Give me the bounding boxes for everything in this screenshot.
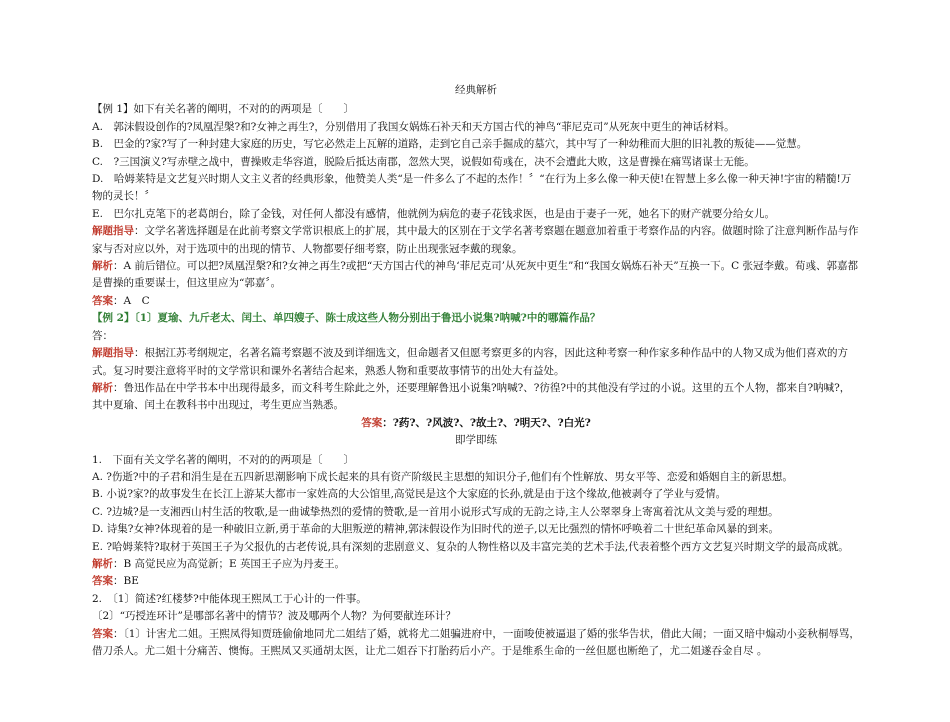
question-1-option-e: E. ?哈姆莱特?取材于英国王子为父报仇的古老传说,具有深刻的悲剧意义、复杂的人物性格以及丰富完美的艺术手法,代表着整个西方文艺复兴时期文学的最高成就。 <box>92 540 849 553</box>
answer-label: 答案 <box>361 416 383 429</box>
guide-label: 解题指导 <box>92 225 134 238</box>
example-1-guide <box>92 223 860 258</box>
section-title-classic: 经典解析 <box>455 84 497 96</box>
example-1-analysis <box>92 258 860 293</box>
question-1: 1. 下面有关文学名著的阐明，不对的的两项是〔 〕 <box>92 453 355 466</box>
answer-label: 答案 <box>92 294 113 307</box>
analysis-text: ：鲁迅作品在中学书本中出现得最多，而文科考生除此之外，还要理解鲁迅小说集?呐喊?、?彷徨?中的其他没有学过的小说。这里的五个人物，都来自?呐喊?，其中夏瑜、闰土在教科书中出现过，考生更应当熟悉。 <box>92 381 851 412</box>
example-1-option-e: E. 巴尔扎克笔下的老葛朗台，除了金钱，对任何人都没有感情，他就例为病危的妻子花钱求医，也是由于妻子一死，她名下的财产就要分给女儿。 <box>92 207 775 220</box>
analysis-label: 解析 <box>92 557 113 570</box>
analysis-text: ：A 前后错位。可以把?凤凰涅槃?和?女神之再生?或把“天方国古代的神鸟‘菲尼克司’从死灰中更生”和“我国女娲炼石补天”互换一下。C 张冠李戴。荀彧、郭嘉都是曹操的重要谋士，但这里应为“郭嘉〞。 <box>92 260 858 290</box>
section-title-practice: 即学即练 <box>455 434 497 447</box>
example-2-answer <box>92 415 860 432</box>
example-1-option-c: C. ?三国演义?写赤壁之战中，曹操败走华容道，脱险后抵达南郡，忽然大哭，说假如荀彧在，决不会遭此大败，这是曹操在痛骂诸谋士无能。 <box>92 155 755 168</box>
guide-label: 解题指导 <box>92 347 134 360</box>
question-1-option-b: B. 小说?家?的故事发生在长江上游某大都市一家姓高的大公馆里,高觉民是这个大家庭的长孙,就是由于这个缘故,他被剥夺了学业与爱情。 <box>92 488 727 501</box>
analysis-label: 解析 <box>92 260 113 273</box>
example-1-answer <box>92 293 860 310</box>
question-1-option-d: D. 诗集?女神?体现着的是一种破旧立新,勇于革命的大胆叛逆的精神,郭沫假设作为旧时代的逆子,以无比强烈的情怀呼唤着二十世纪革命风暴的到来。 <box>92 523 779 536</box>
guide-text: ：根据江苏考纲规定，名著名篇考察题不波及到详细选文，但命题者又但愿考察更多的内容，因此这种考察一种作家多种作品中的人物又成为他们喜欢的方式。复习时要注意将平时的文学常识和课外名著结合起来，熟悉人物和重要故事情节的出处大有益处。 <box>92 347 848 377</box>
answer-text: ：?药?、?风波?、?故土?、?明天?、?白光? <box>382 416 591 429</box>
question-1-answer <box>92 573 860 590</box>
example-2-question: 【例 2】〔1〕夏瑜、九斤老太、闰土、单四嫂子、陈士成这些人物分别出于鲁迅小说集?呐喊?中的哪篇作品？ <box>92 312 601 325</box>
example-1-option-a: A. 郭沫假设创作的?凤凰涅槃?和?女神之再生?，分别借用了我国女娲炼石补天和天方国古代的神鸟“菲尼克司”从死灰中更生的神话材料。 <box>92 120 735 133</box>
example-1-option-b: B. 巴金的?家?写了一种封建大家庭的历史，写它必然走上瓦解的道路，走到它自己亲手掘成的墓穴，其中写了一种幼稚而大胆的旧礼教的叛徒——觉慧。 <box>92 138 808 151</box>
example-2-guide <box>92 345 860 380</box>
answer-text: ：BE <box>113 575 139 588</box>
guide-text: ：文学名著选择题是在此前考察文学常识根底上的扩展，其中最大的区别在于文学名著考察题在题意加着重于考察作品的内容。做题时除了注意判断作品与作家与否对应以外，对于选项中的出现的情节、人物都要仔细考察，防止出现张冠李戴的现象。 <box>92 225 859 255</box>
example-1-question: 【例 1】如下有关名著的阐明，不对的的两项是〔 〕 <box>92 103 355 116</box>
question-2: 2. 〔1〕简述?红楼梦?中能体现王熙凤工于心计的一件事。 <box>92 592 367 605</box>
answer-label: 答案 <box>92 627 113 640</box>
question-2-part-2: 〔2〕“巧授连环计”是哪部名著中的情节？波及哪两个人物？为何要献连环计？ <box>92 610 456 623</box>
example-2-analysis <box>92 380 860 415</box>
question-1-analysis <box>92 556 860 573</box>
question-1-option-a: A. ?伤逝?中的子君和涓生是在五四新思潮影响下成长起来的具有资产阶级民主思想的知识分子,他们有个性解放、男女平等、恋爱和婚姻自主的新思想。 <box>92 470 793 483</box>
answer-label: 答案 <box>92 575 113 588</box>
question-2-answer <box>92 626 860 661</box>
question-1-option-c: C. ?边城?是一支湘西山村生活的牧歌,是一曲诚挚热烈的爱情的赞歌,是一首用小说形式写成的无韵之诗,主人公翠翠身上寄寓着沈从文美与爱的理想。 <box>92 505 779 518</box>
analysis-text: ：B 高觉民应为高觉新；E 英国王子应为丹麦王。 <box>113 557 346 570</box>
document-page <box>92 80 860 660</box>
analysis-label: 解析 <box>92 381 113 394</box>
answer-text: ：〔1〕计害尤二姐。王熙凤得知贾琏偷偷地同尤二姐结了婚，就将尤二姐骗进府中，一面唆使被逼退了婚的张华告状，借此大闹；一面又暗中煽动小妾秋桐辱骂，借刀杀人。尤二姐十分痛苦、懊悔。王熙凤又买通胡太医，让尤二姐吞下打胎药后小产。于是维系生命的一丝但愿也断绝了，尤二姐遂吞金自尽 。 <box>92 627 860 657</box>
example-1-option-d: D. 哈姆莱特是文艺复兴时期人文主义者的经典形象，他赞美人类“是一件多么了不起的杰作！〞“在行为上多么像一种天使!在智慧上多么像一种天神!宇宙的精髓!万物的灵长！〞 <box>92 173 852 203</box>
example-2-answer-prompt: 答： <box>92 329 113 342</box>
answer-text: ：A C <box>113 294 150 307</box>
